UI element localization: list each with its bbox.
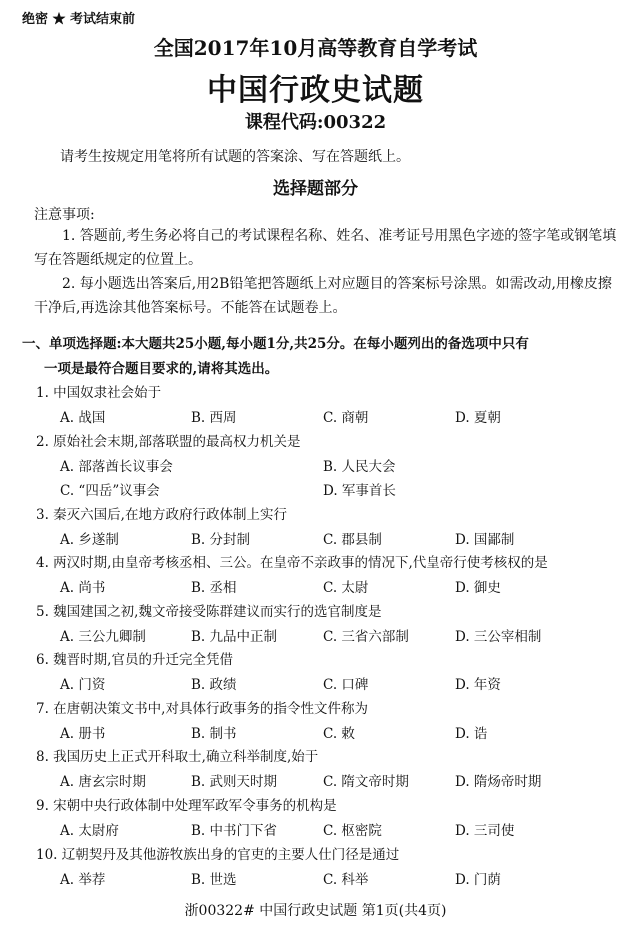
option-c: C. “四岳”议事会 [60, 483, 160, 499]
option-d: D. 三司使 [455, 823, 515, 839]
part-heading-continued: 一项是最符合题目要求的,请将其选出。 [44, 361, 279, 377]
option-b: B. 中书门下省 [191, 823, 278, 839]
option-a: A. 太尉府 [60, 823, 119, 839]
note-item: 1. 答题前,考生务必将自己的考试课程名称、姓名、准考证号用黑色字迹的签字笔或钢笔填写在答题纸规定的位置上。 [34, 228, 617, 268]
option-c: C. 敕 [323, 726, 355, 742]
option-b: B. 人民大会 [323, 459, 396, 475]
option-b: B. 九品中正制 [191, 629, 278, 645]
confidential-label: 绝密 ★ 考试结束前 [22, 12, 136, 27]
option-c: C. 太尉 [323, 580, 369, 596]
part-heading: 一、单项选择题:本大题共25小题,每小题1分,共25分。在每小题列出的备选项中只有 [22, 336, 529, 352]
option-d: D. 门荫 [455, 872, 501, 888]
option-c: C. 枢密院 [323, 823, 382, 839]
option-a: A. 战国 [60, 410, 106, 426]
option-d: D. 三公宰相制 [455, 629, 542, 645]
option-d: D. 军事首长 [323, 483, 396, 499]
question-stem: 2. 原始社会末期,部落联盟的最高权力机关是 [36, 434, 301, 450]
course-code: 课程代码:00322 [244, 112, 387, 133]
question-stem: 4. 两汉时期,由皇帝考核丞相、三公。在皇帝不亲政事的情况下,代皇帝行使考核权的是 [36, 555, 548, 571]
option-c: C. 科举 [323, 872, 369, 888]
section-title: 选择题部分 [273, 179, 358, 199]
option-a: A. 门资 [60, 677, 106, 693]
option-c: C. 商朝 [323, 410, 369, 426]
option-b: B. 西周 [191, 410, 237, 426]
option-b: B. 武则天时期 [191, 774, 278, 790]
option-b: B. 政绩 [191, 677, 237, 693]
option-a: A. 册书 [60, 726, 106, 742]
option-a: A. 乡遂制 [60, 532, 119, 548]
question-stem: 7. 在唐朝决策文书中,对具体行政事务的指令性文件称为 [36, 701, 368, 717]
question-stem: 1. 中国奴隶社会始于 [36, 385, 162, 401]
answer-instruction: 请考生按规定用笔将所有试题的答案涂、写在答题纸上。 [60, 149, 410, 165]
option-a: A. 三公九卿制 [60, 629, 146, 645]
question-stem: 8. 我国历史上正式开科取士,确立科举制度,始于 [36, 749, 319, 765]
option-d: D. 国鄙制 [455, 532, 515, 548]
option-c: C. 郡县制 [323, 532, 382, 548]
option-a: A. 举荐 [60, 872, 106, 888]
question-stem: 5. 魏国建国之初,魏文帝接受陈群建议而实行的选官制度是 [36, 604, 382, 620]
notes-title: 注意事项: [34, 207, 95, 223]
option-b: B. 制书 [191, 726, 237, 742]
option-d: D. 年资 [455, 677, 501, 693]
option-b: B. 分封制 [191, 532, 251, 548]
question-stem: 3. 秦灭六国后,在地方政府行政体制上实行 [36, 507, 287, 523]
question-stem: 10. 辽朝契丹及其他游牧族出身的官吏的主要人仕门径是通过 [36, 847, 400, 863]
page-footer: 浙00322# 中国行政史试题 第1页(共4页) [184, 903, 447, 919]
option-a: A. 唐玄宗时期 [60, 774, 146, 790]
exam-name: 全国2017年10月高等教育自学考试 [153, 36, 478, 60]
option-b: B. 丞相 [191, 580, 237, 596]
page-title: 中国行政史试题 [207, 73, 424, 108]
question-stem: 6. 魏晋时期,官员的升迁完全凭借 [36, 652, 233, 668]
option-d: D. 隋炀帝时期 [455, 774, 542, 790]
question-stem: 9. 宋朝中央行政体制中处理军政军令事务的机构是 [36, 798, 337, 814]
option-c: C. 口碑 [323, 677, 369, 693]
option-a: A. 尚书 [60, 580, 106, 596]
option-d: D. 御史 [455, 580, 501, 596]
option-d: D. 诰 [455, 726, 488, 742]
option-c: C. 隋文帝时期 [323, 774, 409, 790]
option-d: D. 夏朝 [455, 410, 501, 426]
option-a: A. 部落酋长议事会 [60, 459, 173, 475]
note-item: 2. 每小题选出答案后,用2B铅笔把答题纸上对应题目的答案标号涂黑。如需改动,用橡皮擦干净后,再选涂其他答案标号。不能答在试题卷上。 [34, 276, 612, 316]
option-c: C. 三省六部制 [323, 629, 409, 645]
option-b: B. 世选 [191, 872, 237, 888]
